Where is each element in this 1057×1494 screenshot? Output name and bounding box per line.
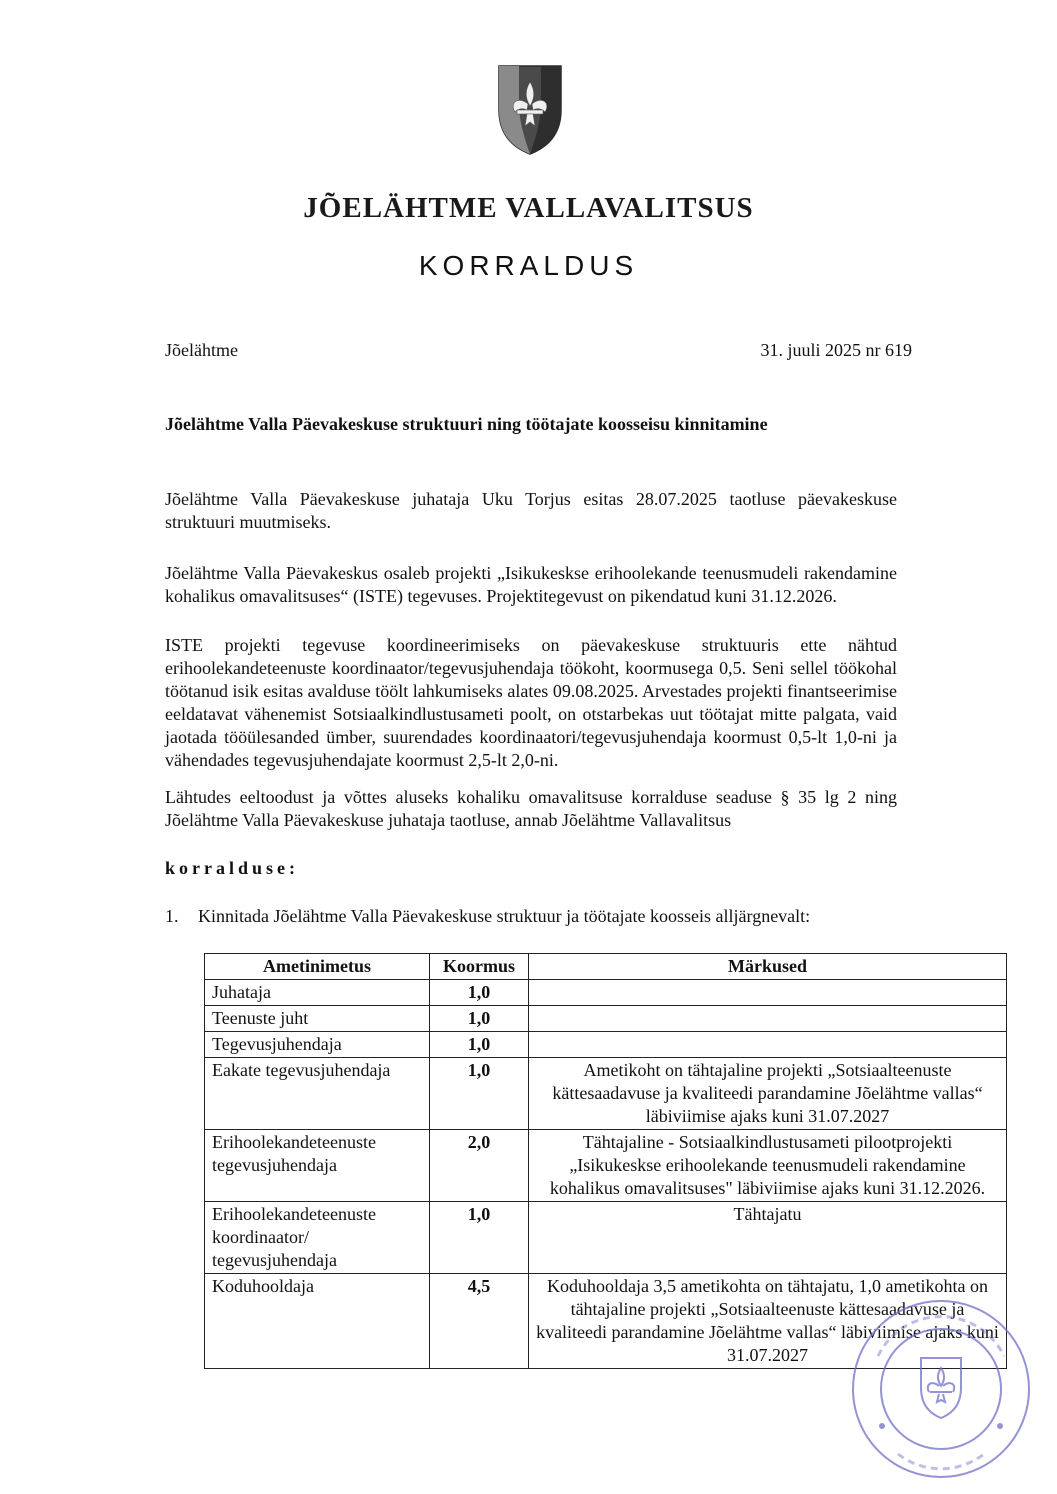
cell-job-title: Koduhooldaja [205, 1274, 430, 1369]
cell-job-title: Eakate tegevusjuhendaja [205, 1058, 430, 1130]
crest-icon [497, 64, 563, 156]
cell-job-title: Juhataja [205, 980, 430, 1006]
cell-workload: 4,5 [430, 1274, 529, 1369]
paragraph-project: Jõelähtme Valla Päevakeskus osaleb projekti „Isikukeskse erihoolekande teenusmudeli rakendamine kohalikus omavalitsuses“ (ISTE) tegevuses. Projektitegevust on pikendatud kuni 31.12.2026. [165, 563, 897, 606]
table-row [205, 1006, 1007, 1032]
cell-remarks: Koduhooldaja 3,5 ametikohta on tähtajatu, 1,0 ametikohta on tähtajaline projekti „Sotsiaalteenuste kättesaadavuse ja kvaliteedi parandamine Jõelähtme vallas“ läbiviimise ajaks kuni 31.07.2027 [529, 1274, 1007, 1369]
document-type: KORRALDUS [418, 250, 639, 281]
table-header-row [205, 954, 1007, 980]
table-row [205, 1130, 1007, 1202]
decision-item-text: Kinnitada Jõelähtme Valla Päevakeskuse struktuur ja töötajate koosseis alljärgnevalt: [198, 906, 811, 926]
cell-job-title: Erihoolekandeteenuste koordinaator/ tegevusjuhendaja [205, 1202, 430, 1274]
table-row [205, 1032, 1007, 1058]
cell-workload: 1,0 [430, 980, 529, 1006]
cell-remarks [529, 1006, 1007, 1032]
cell-remarks: Ametikoht on tähtajaline projekti „Sotsiaalteenuste kättesaadavuse ja kvaliteedi parandamine Jõelähtme vallas“ läbiviimise ajaks kuni 31.07.2027 [529, 1058, 1007, 1130]
decision-item-number: 1. [165, 906, 179, 926]
decision-heading: korralduse: [165, 858, 299, 878]
cell-workload: 1,0 [430, 1058, 529, 1130]
cell-remarks [529, 1032, 1007, 1058]
cell-job-title: Teenuste juht [205, 1006, 430, 1032]
table-row [205, 1202, 1007, 1274]
cell-workload: 1,0 [430, 1006, 529, 1032]
paragraph-coordination: ISTE projekti tegevuse koordineerimiseks on päevakeskuse struktuuris ette nähtud erihoolekandeteenuste koordinaator/tegevusjuhendaja töökoht, koormusega 0,5. Seni sellel töökohal töötanud isik esitas avalduse töölt lahkumiseks alates 09.08.2025. Arvestades projekti finantseerimise eeldatavat vähenemist Sotsiaalkindlustusameti poolt, on otstarbekas uut töötajat mitte palgata, vaid jaotada tööülesanded ümber, suurendades koordinaatori/tegevusjuhendaja koormust 0,5-lt 1,0-ni ja vähendades tegevusjuhendajate koormust 2,5-lt 2,0-ni. [165, 635, 897, 770]
cell-workload: 1,0 [430, 1202, 529, 1274]
cell-remarks [529, 980, 1007, 1006]
cell-job-title: Tegevusjuhendaja [205, 1032, 430, 1058]
decision-item-1 [165, 906, 810, 927]
paragraph-application: Jõelähtme Valla Päevakeskuse juhataja Uku Torjus esitas 28.07.2025 taotluse päevakeskuse struktuuri muutmiseks. [165, 489, 897, 532]
cell-workload: 1,0 [430, 1032, 529, 1058]
header-job-title: Ametinimetus [205, 954, 430, 980]
paragraph-legal-basis: Lähtudes eeltoodust ja võttes aluseks kohaliku omavalitsuse korralduse seaduse § 35 lg 2 ning Jõelähtme Valla Päevakeskuse juhataja taotluse, annab Jõelähtme Vallavalitsus [165, 787, 897, 830]
document-date-number: 31. juuli 2025 nr 619 [760, 340, 912, 360]
table-row [205, 1058, 1007, 1130]
organization-title: JÕELÄHTME VALLAVALITSUS [303, 192, 754, 224]
document-subject: Jõelähtme Valla Päevakeskuse struktuuri ning töötajate koosseisu kinnitamine [165, 414, 768, 434]
official-stamp-icon [848, 1296, 1034, 1482]
table-row [205, 980, 1007, 1006]
cell-workload: 2,0 [430, 1130, 529, 1202]
cell-job-title: Erihoolekandeteenuste tegevusjuhendaja [205, 1130, 430, 1202]
document-place: Jõelähtme [165, 340, 238, 360]
cell-remarks: Tähtajaline - Sotsiaalkindlustusameti pilootprojekti „Isikukeskse erihoolekande teenusmudeli rakendamine kohalikus omavalitsuses" läbiviimise ajaks kuni 31.12.2026. [529, 1130, 1007, 1202]
header-workload: Koormus [430, 954, 529, 980]
cell-remarks: Tähtajatu [529, 1202, 1007, 1274]
header-remarks: Märkused [529, 954, 1007, 980]
